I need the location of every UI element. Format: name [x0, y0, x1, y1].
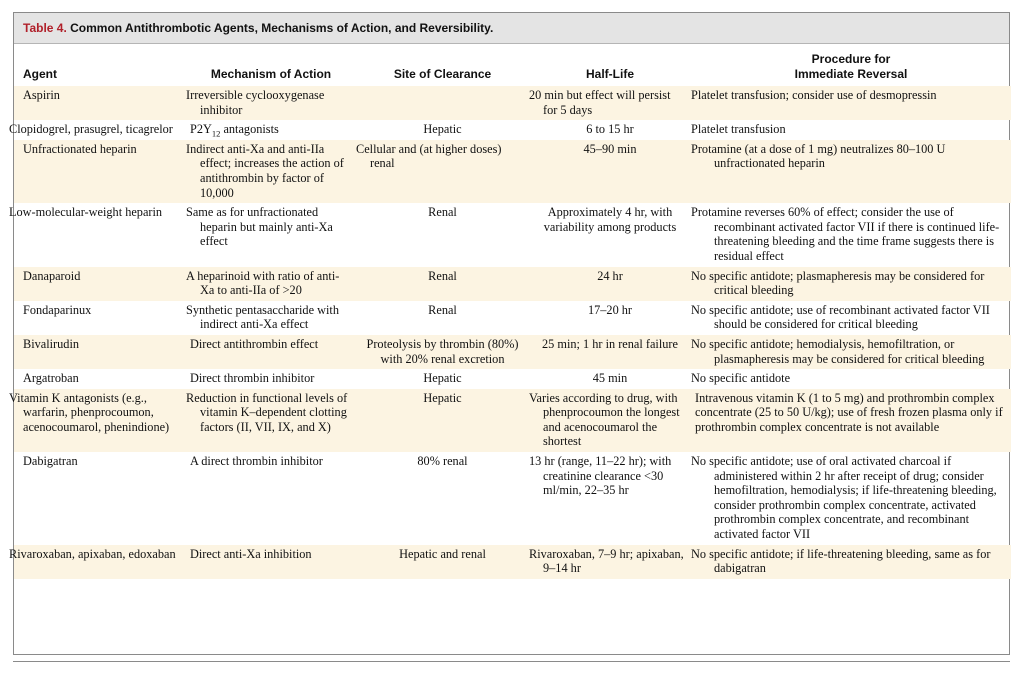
cell-reversal: Protamine (at a dose of 1 mg) neutralizes 80–100 U unfractionated heparin — [691, 140, 1011, 203]
header-site: Site of Clearance — [393, 67, 492, 81]
cell-mechanism: Direct antithrombin effect — [186, 335, 356, 369]
table-caption — [14, 13, 1009, 44]
header-procedure-line2: Immediate Reversal — [794, 67, 908, 81]
header-row — [14, 44, 1011, 86]
cell-mechanism: Direct thrombin inhibitor — [190, 371, 315, 386]
cell-site: 80% renal — [417, 454, 468, 469]
cell-mechanism — [186, 120, 356, 140]
cell-site: Renal — [428, 205, 457, 220]
cell-reversal: Intravenous vitamin K (1 to 5 mg) and prothrombin complex concentrate (25 to 50 U/kg); use of fresh frozen plasma only if prothrombin complex concentrate is not available — [691, 389, 1011, 452]
cell-agent: Unfractionated heparin — [14, 140, 186, 203]
cell-half-life: 25 min; 1 hr in renal failure — [529, 335, 691, 369]
cell-mechanism: A heparinoid with ratio of anti-Xa to anti-IIa of >20 — [186, 267, 356, 301]
cell-mechanism: Synthetic pentasaccharide with indirect anti-Xa effect — [186, 302, 339, 332]
cell-half-life: Rivaroxaban, 7–9 hr; apixaban, 9–14 hr — [529, 545, 691, 579]
header-half-life: Half-Life — [586, 67, 634, 81]
header-procedure-line1: Procedure for — [811, 52, 891, 66]
cell-agent: Danaparoid — [14, 267, 186, 301]
table-row — [14, 267, 1011, 301]
cell-mechanism: Indirect anti-Xa and anti-IIa effect; increases the action of antithrombin by factor of 10,000 — [186, 140, 356, 203]
cell-reversal: No specific antidote — [691, 371, 791, 386]
cell-half-life: Approximately 4 hr, with variability among products — [543, 205, 677, 234]
table-number: Table 4. — [23, 21, 67, 35]
cell-site: Hepatic — [356, 389, 529, 452]
header-mechanism: Mechanism of Action — [210, 67, 332, 81]
cell-agent: Fondaparinux — [23, 302, 92, 317]
cell-agent: Clopidogrel, prasugrel, ticagrelor — [9, 122, 173, 137]
header-procedure — [691, 44, 1011, 86]
cell-site — [356, 86, 529, 120]
cell-agent: Low-molecular-weight heparin — [9, 205, 163, 220]
table-row — [14, 86, 1011, 120]
table-row — [14, 140, 1011, 203]
cell-reversal: Protamine reverses 60% of effect; consider the use of recombinant activated factor VII if there is continued life-threatening bleeding and the time frame suggests there is residual effect — [691, 205, 1000, 263]
cell-agent: Dabigatran — [23, 454, 78, 469]
cell-mechanism: Direct anti-Xa inhibition — [186, 545, 356, 579]
table-row — [14, 203, 1011, 266]
cell-reversal: No specific antidote; use of recombinant activated factor VII should be considered for critical bleeding — [691, 302, 990, 332]
cell-agent: Rivaroxaban, apixaban, edoxaban — [14, 545, 186, 579]
table-row — [14, 452, 1011, 545]
cell-mechanism: Irreversible cyclooxygenase inhibitor — [186, 86, 356, 120]
cell-reversal: Platelet transfusion; consider use of desmopressin — [691, 86, 1011, 120]
antithrombotic-table — [9, 44, 1011, 579]
table-row — [14, 545, 1011, 579]
cell-half-life: 20 min but effect will persist for 5 days — [529, 86, 691, 120]
table-row — [14, 335, 1011, 369]
cell-reversal: No specific antidote; if life-threatening bleeding, same as for dabigatran — [691, 545, 1011, 579]
cell-reversal: Platelet transfusion — [691, 122, 786, 137]
cell-mechanism: Same as for unfractionated heparin but mainly anti-Xa effect — [186, 205, 333, 249]
header-agent: Agent — [23, 67, 57, 81]
cell-agent: Argatroban — [23, 371, 79, 386]
cell-site: Renal — [428, 302, 457, 317]
cell-reversal: No specific antidote; use of oral activated charcoal if administered within 2 hr after receipt of drug; consider hemofiltration, hemodialysis; if life-threatening bleeding, consider prothrombin complex concentrate, activated prothrombin complex concentrate, and recombinant activated factor VII — [691, 454, 997, 542]
cell-mechanism: A direct thrombin inhibitor — [190, 454, 323, 469]
cell-half-life: 17–20 hr — [587, 302, 633, 317]
bottom-rule — [13, 661, 1010, 662]
cell-half-life: Varies according to drug, with phenprocoumon the longest and acenocoumarol the shortest — [529, 389, 691, 452]
table-row — [14, 301, 1011, 335]
cell-site: Hepatic — [423, 371, 462, 386]
table-row — [14, 120, 1011, 140]
mechanism-suffix: antagonists — [220, 122, 279, 137]
cell-half-life: 13 hr (range, 11–22 hr); with creatinine clearance <30 ml/min, 22–35 hr — [529, 454, 672, 498]
cell-half-life: 24 hr — [529, 267, 691, 301]
cell-half-life: 6 to 15 hr — [586, 122, 634, 137]
cell-site: Proteolysis by thrombin (80%) with 20% renal excretion — [356, 335, 529, 369]
cell-site: Hepatic — [423, 122, 462, 137]
cell-agent: Aspirin — [14, 86, 186, 120]
mechanism-prefix: P2Y — [190, 122, 212, 137]
table-title: Common Antithrombotic Agents, Mechanisms of Action, and Reversibility. — [70, 21, 494, 35]
cell-mechanism: Reduction in functional levels of vitamin K–dependent clotting factors (II, VII, IX, and X) — [186, 389, 356, 452]
cell-site: Renal — [356, 267, 529, 301]
cell-reversal: No specific antidote; hemodialysis, hemofiltration, or plasmapheresis may be considered for critical bleeding — [691, 335, 1011, 369]
cell-site: Cellular and (at higher doses) renal — [356, 140, 529, 203]
table-row — [14, 389, 1011, 452]
cell-agent: Vitamin K antagonists (e.g., warfarin, phenprocoumon, acenocoumarol, phenindione) — [14, 389, 186, 452]
cell-reversal: No specific antidote; plasmapheresis may be considered for critical bleeding — [691, 267, 1011, 301]
table-frame — [9, 12, 1010, 655]
table-row — [14, 369, 1011, 389]
cell-half-life: 45 min — [592, 371, 628, 386]
cell-site: Hepatic and renal — [356, 545, 529, 579]
cell-agent: Bivalirudin — [14, 335, 186, 369]
mechanism-subscript: 12 — [211, 128, 221, 139]
cell-half-life: 45–90 min — [529, 140, 691, 203]
